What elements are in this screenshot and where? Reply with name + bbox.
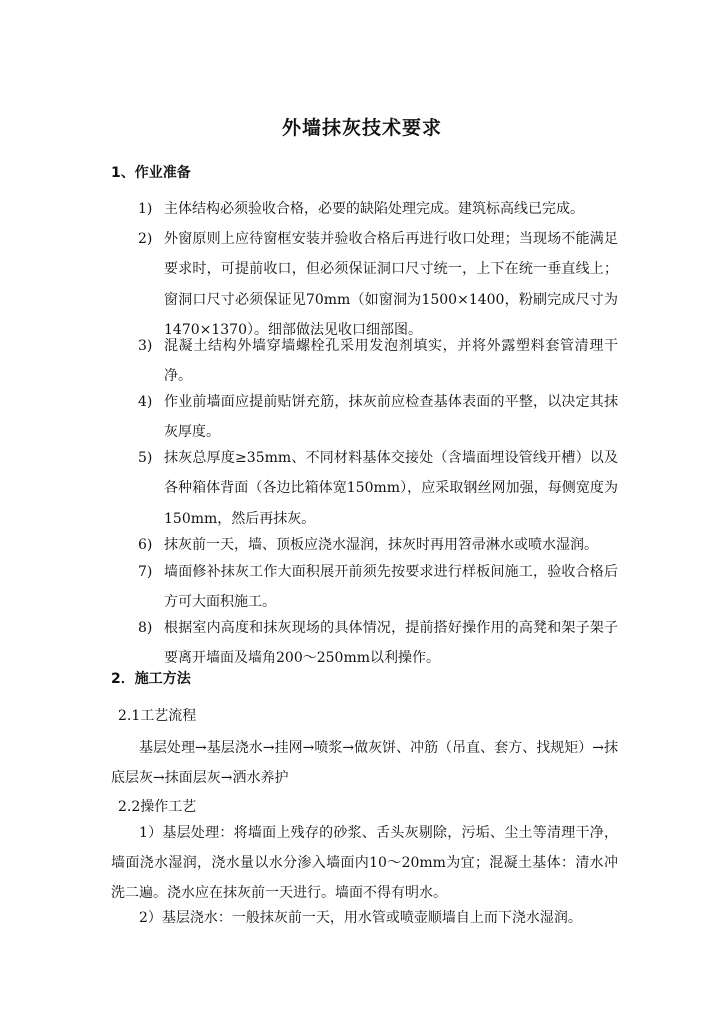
- list-item-number: 6): [138, 537, 153, 553]
- list-item-number: 2): [138, 231, 153, 247]
- list-item: [138, 530, 618, 560]
- list-item-text: 抹灰总厚度≥35mm、不同材料基体交接处（含墙面埋设管线开槽）以及各种箱体背面（各边比箱体宽150mm），应采取钢丝网加强，每侧宽度为150mm，然后再抹灰。: [164, 450, 618, 527]
- list-item-number: 8): [138, 620, 153, 636]
- list-item-number: 5): [138, 450, 153, 466]
- document-title: 外墙抹灰技术要求: [281, 117, 442, 139]
- list-item: [138, 331, 618, 392]
- list-item-number: 1): [138, 201, 153, 217]
- list-item: [138, 387, 618, 448]
- list-item-text: 作业前墙面应提前贴饼充筋，抹灰前应检查基体表面的平整，以决定其抹灰厚度。: [164, 394, 618, 441]
- list-item-number: 4): [138, 394, 153, 410]
- list-item-text: 外窗原则上应待窗框安装并验收合格后再进行收口处理；当现场不能满足要求时，可提前收口，但必须保证洞口尺寸统一，上下在统一垂直线上；窗洞口尺寸必须保证见70mm（如窗洞为1500×1400，粉刷完成尺寸为1470×1370）。细部做法见收口细部图。: [164, 231, 618, 338]
- list-item-text: 根据室内高度和抹灰现场的具体情况，提前搭好操作用的高凳和架子架子要离开墙面及墙角200～250mm以利操作。: [164, 620, 618, 667]
- list-item: [138, 557, 618, 618]
- process-flow-text: 基层处理→基层浇水→挂网→喷浆→做灰饼、冲筋（吊直、套方、找规矩）→抹底层灰→抹面层灰→洒水养护: [111, 740, 618, 786]
- subsection-heading-process-flow: 2.1工艺流程: [118, 708, 197, 724]
- list-item: [138, 224, 618, 345]
- list-item: [138, 443, 618, 534]
- list-item-number: 3): [138, 338, 153, 354]
- list-item-text: 混凝土结构外墙穿墙螺栓孔采用发泡剂填实，并将外露塑料套管清理干净。: [164, 338, 618, 385]
- list-item: [138, 613, 618, 674]
- list-item: [138, 194, 618, 224]
- list-item-text: 墙面修补抹灰工作大面积展开前须先按要求进行样板间施工，验收合格后方可大面积施工。: [164, 564, 618, 611]
- operation-paragraph: 1）基层处理：将墙面上残存的砂浆、舌头灰剔除，污垢、尘土等清理干净，墙面浇水湿润，浇水量以水分渗入墙面内10～20mm为宜；混凝土基体：清水冲洗二遍。浇水应在抹灰前一天进行。墙面不得有明水。: [111, 825, 618, 901]
- operation-paragraph: 2）基层浇水：一般抹灰前一天，用水管或喷壶顺墙自上而下浇水湿润。: [139, 910, 582, 926]
- section-heading-preparation: 1、作业准备: [111, 165, 191, 181]
- list-item-number: 7): [138, 564, 153, 580]
- list-item-text: 主体结构必须验收合格，必要的缺陷处理完成。建筑标高线已完成。: [164, 201, 584, 217]
- subsection-heading-operation: 2.2操作工艺: [118, 799, 197, 815]
- list-item-text: 抹灰前一天，墙、顶板应浇水湿润，抹灰时再用笤帚淋水或喷水湿润。: [164, 537, 598, 553]
- section-heading-method: 2．施工方法: [111, 671, 191, 687]
